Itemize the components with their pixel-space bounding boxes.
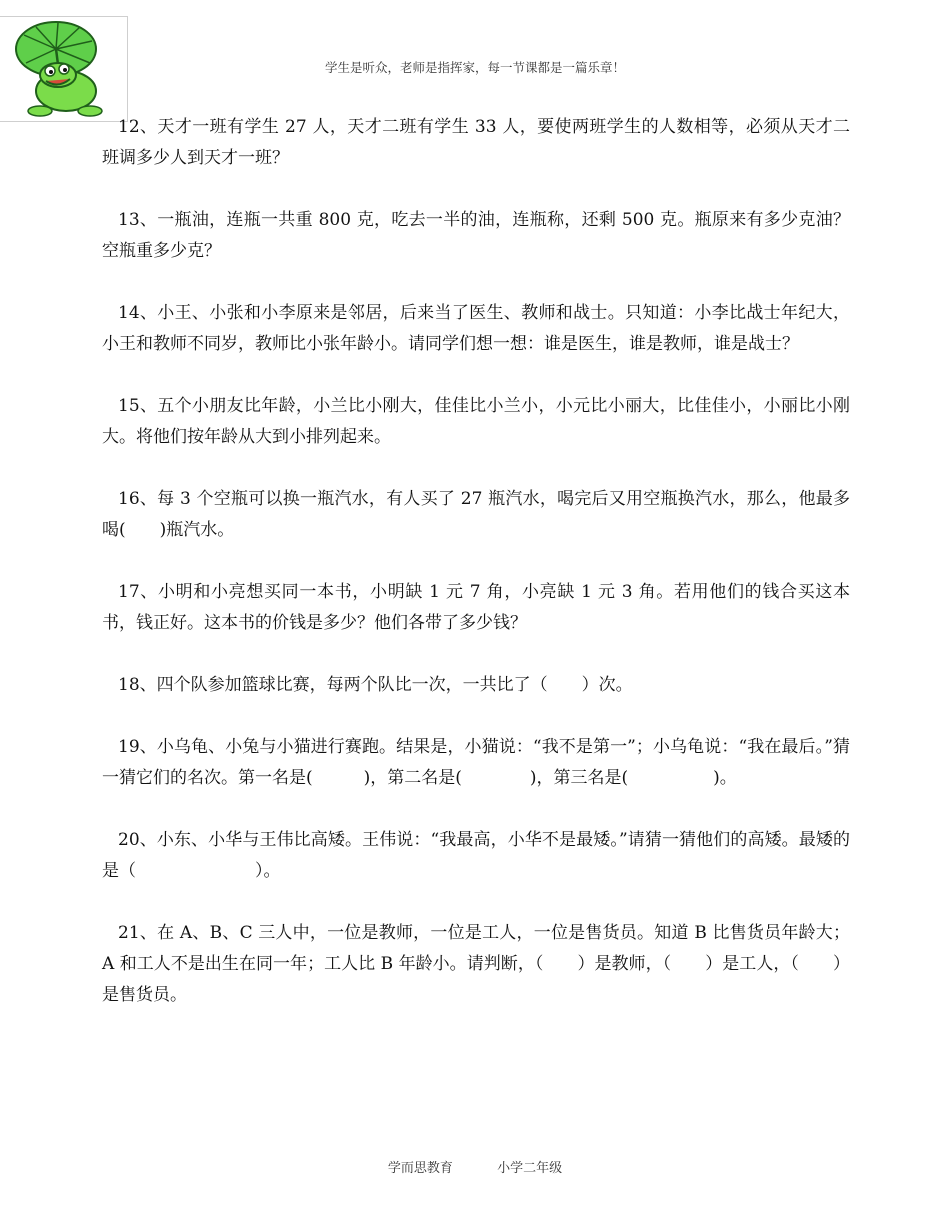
problem-15: 15、五个小朋友比年龄，小兰比小刚大，佳佳比小兰小，小元比小丽大，比佳佳小，小丽比小刚大。将他们按年龄从大到小排列起来。 [102,396,850,447]
problem-16: 16、每 3 个空瓶可以换一瓶汽水，有人买了 27 瓶汽水，喝完后又用空瓶换汽水，那么，他最多喝( )瓶汽水。 [102,489,850,540]
problem-13: 13、一瓶油，连瓶一共重 800 克，吃去一半的油，连瓶称，还剩 500 克。瓶原来有多少克油？空瓶重多少克？ [102,210,850,261]
problem-19: 19、小乌龟、小兔与小猫进行赛跑。结果是，小猫说：“我不是第一”；小乌龟说：“我在最后。”猜一猜它们的名次。第一名是( )，第二名是( )，第三名是( )。 [102,737,850,788]
problem-17: 17、小明和小亮想买同一本书，小明缺 1 元 7 角，小亮缺 1 元 3 角。若用他们的钱合买这本书，钱正好。这本书的价钱是多少？他们各带了多少钱？ [102,582,850,633]
problem-list [102,112,850,1011]
footer-grade: 小学二年级 [497,1161,563,1176]
problem-18: 18、四个队参加篮球比赛，每两个队比一次，一共比了（ ）次。 [118,675,633,695]
problem-21: 21、在 A、B、C 三人中，一位是教师，一位是工人，一位是售货员。知道 B 比售货员年龄大；A 和工人不是出生在同一年；工人比 B 年龄小。请判断，（ ）是教师，（ ）是工人，（ ）是售货员。 [102,923,850,1005]
header-motto: 学生是听众，老师是指挥家，每一节课都是一篇乐章！ [324,60,625,75]
problem-12: 12、天才一班有学生 27 人，天才二班有学生 33 人，要使两班学生的人数相等，必须从天才二班调多少人到天才一班？ [102,117,850,168]
problem-14: 14、小王、小张和小李原来是邻居，后来当了医生、教师和战士。只知道：小李比战士年纪大，小王和教师不同岁，教师比小张年龄小。请同学们想一想：谁是医生，谁是教师，谁是战士？ [102,303,850,354]
footer [0,1157,950,1176]
footer-school: 学而思教育 [387,1161,453,1176]
problem-20: 20、小东、小华与王伟比高矮。王伟说：“我最高，小华不是最矮。”请猜一猜他们的高矮。最矮的是（ ）。 [102,830,850,881]
